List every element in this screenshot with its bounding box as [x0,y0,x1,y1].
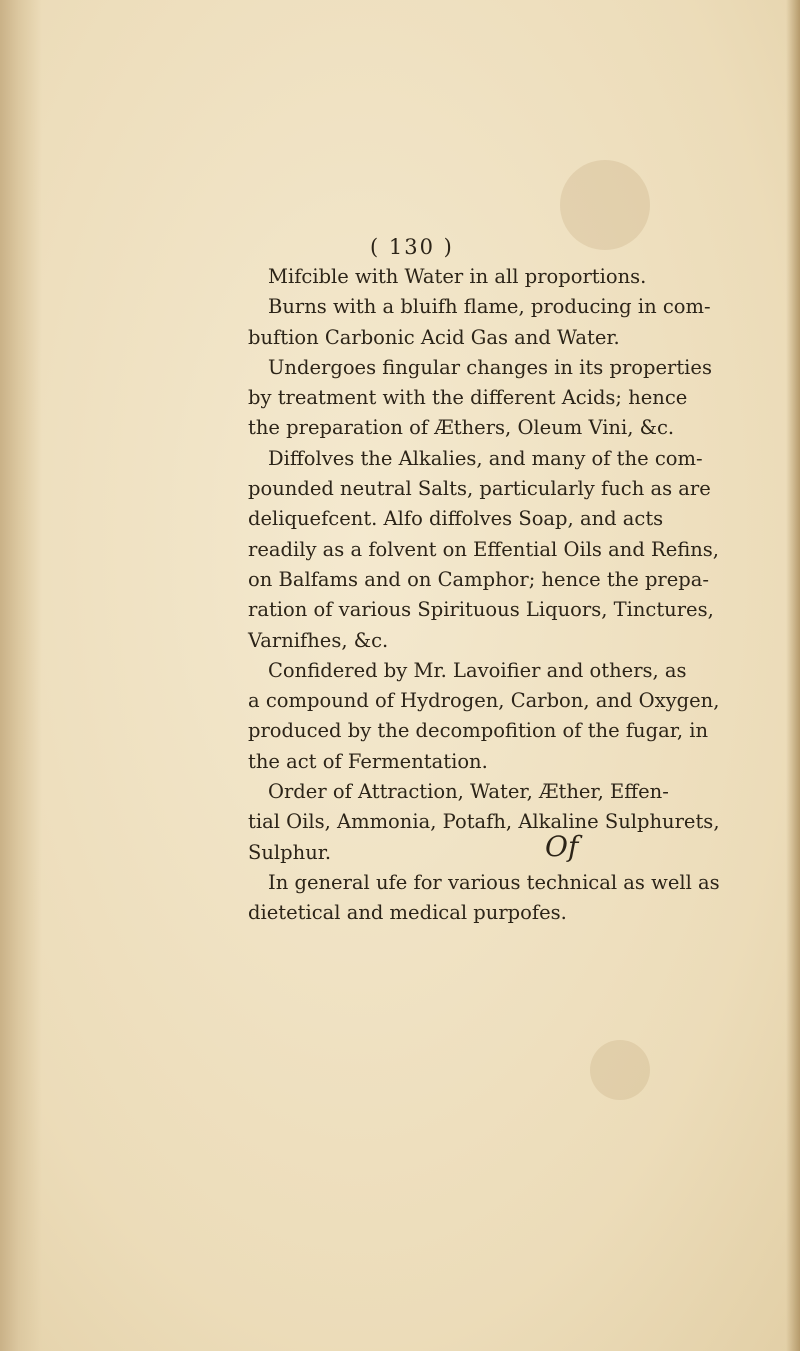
text-line: ration of various Spirituous Liquors, Tinctures, [248,598,714,622]
text-line: dietetical and medical purpofes. [248,901,567,925]
text-line: Sulphur. [248,840,332,864]
text-line: Burns with a bluifh flame, producing in com- [268,295,711,319]
text-line: Undergoes fingular changes in its properties [268,355,712,379]
text-line: Diffolves the Alkalies, and many of the com- [268,446,703,470]
text-line: by treatment with the different Acids; hence [248,386,688,410]
text-line: a compound of Hydrogen, Carbon, and Oxygen, [248,689,720,713]
body-text [248,262,720,929]
page-binding-edge [0,0,42,1351]
text-line: deliquefcent. Alfo diffolves Soap, and acts [248,507,664,531]
text-line: the preparation of Æthers, Oleum Vini, &c. [248,416,675,440]
text-line: produced by the decompofition of the fugar, in [248,719,709,743]
page-number: ( 130 ) [370,235,454,259]
paper-stain [590,1040,650,1100]
text-line: Mifcible with Water in all proportions. [268,265,647,288]
text-line: on Balfams and on Camphor; hence the prepa- [248,567,709,591]
text-line: tial Oils, Ammonia, Potafh, Alkaline Sulphurets, [248,810,720,834]
catchword: Of [545,830,579,863]
text-line: In general ufe for various technical as well as [268,870,720,894]
text-line: buftion Carbonic Acid Gas and Water. [248,325,620,349]
text-line: Confidered by Mr. Lavoifier and others, as [268,658,687,682]
text-line: the act of Fermentation. [248,749,488,773]
paper-stain [560,160,650,250]
text-line: Order of Attraction, Water, Æther, Effen- [268,780,669,804]
text-line: readily as a folvent on Effential Oils and Refins, [248,537,719,561]
page-outer-edge [786,0,800,1351]
text-line: pounded neutral Salts, particularly fuch as are [248,477,711,501]
text-line: Varnifhes, &c. [248,628,389,652]
